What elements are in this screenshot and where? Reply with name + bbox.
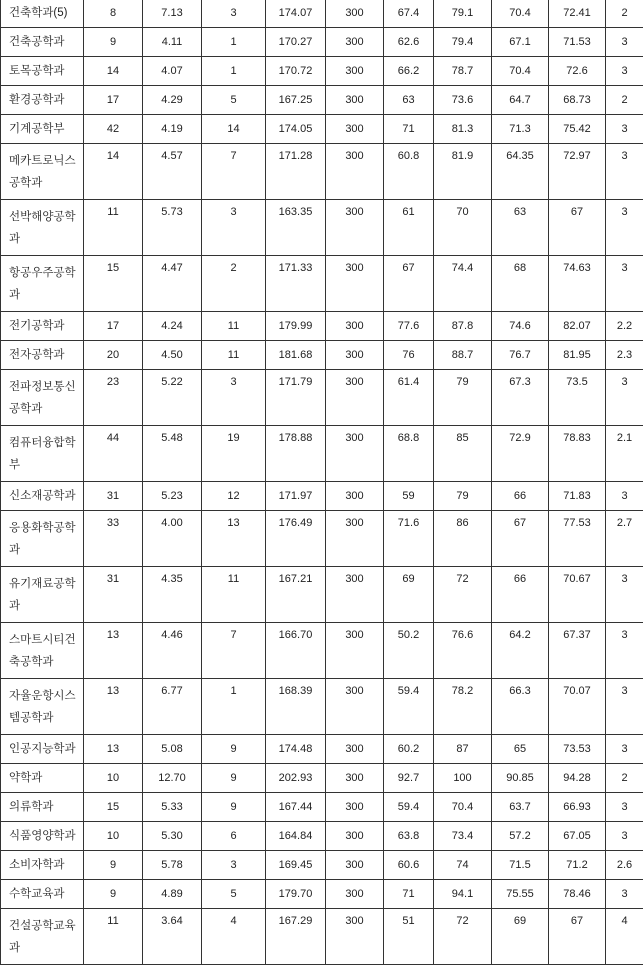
value-cell-c8: 70.4 — [492, 0, 549, 28]
value-cell-c1: 8 — [84, 0, 143, 28]
value-cell-c10: 3 — [606, 793, 643, 822]
value-cell-c9: 68.73 — [549, 86, 606, 115]
value-cell-c7: 78.2 — [434, 679, 492, 735]
value-cell-c3: 3 — [202, 200, 266, 256]
value-cell-c9: 94.28 — [549, 764, 606, 793]
department-name-cell: 수학교육과 — [1, 880, 84, 909]
department-name-cell: 약학과 — [1, 764, 84, 793]
value-cell-c4: 169.45 — [266, 851, 326, 880]
value-cell-c2: 5.23 — [143, 482, 202, 511]
value-cell-c3: 1 — [202, 679, 266, 735]
value-cell-c1: 11 — [84, 909, 143, 965]
value-cell-c9: 72.97 — [549, 144, 606, 200]
table-body — [1, 0, 643, 965]
value-cell-c8: 71.3 — [492, 115, 549, 144]
value-cell-c6: 60.2 — [384, 735, 434, 764]
value-cell-c3: 11 — [202, 341, 266, 370]
value-cell-c9: 67.05 — [549, 822, 606, 851]
value-cell-c9: 67.37 — [549, 623, 606, 679]
value-cell-c2: 12.70 — [143, 764, 202, 793]
table-row — [1, 567, 643, 623]
table-row — [1, 57, 643, 86]
value-cell-c7: 79.4 — [434, 28, 492, 57]
value-cell-c7: 85 — [434, 426, 492, 482]
value-cell-c5: 300 — [326, 115, 384, 144]
table-row — [1, 764, 643, 793]
table-row — [1, 312, 643, 341]
value-cell-c5: 300 — [326, 511, 384, 567]
value-cell-c10: 3 — [606, 482, 643, 511]
value-cell-c2: 4.35 — [143, 567, 202, 623]
value-cell-c5: 300 — [326, 567, 384, 623]
value-cell-c2: 4.24 — [143, 312, 202, 341]
department-name-cell: 건축학과(5) — [1, 0, 84, 28]
value-cell-c4: 174.05 — [266, 115, 326, 144]
table-row — [1, 115, 643, 144]
value-cell-c8: 67 — [492, 511, 549, 567]
value-cell-c4: 174.07 — [266, 0, 326, 28]
value-cell-c7: 87 — [434, 735, 492, 764]
table-row — [1, 822, 643, 851]
value-cell-c5: 300 — [326, 426, 384, 482]
value-cell-c6: 92.7 — [384, 764, 434, 793]
table-row — [1, 200, 643, 256]
value-cell-c7: 100 — [434, 764, 492, 793]
value-cell-c8: 66.3 — [492, 679, 549, 735]
value-cell-c2: 4.00 — [143, 511, 202, 567]
department-name-cell: 신소재공학과 — [1, 482, 84, 511]
value-cell-c2: 4.11 — [143, 28, 202, 57]
value-cell-c7: 76.6 — [434, 623, 492, 679]
value-cell-c6: 66.2 — [384, 57, 434, 86]
value-cell-c1: 9 — [84, 880, 143, 909]
value-cell-c8: 76.7 — [492, 341, 549, 370]
value-cell-c1: 14 — [84, 144, 143, 200]
value-cell-c4: 179.70 — [266, 880, 326, 909]
value-cell-c7: 78.7 — [434, 57, 492, 86]
value-cell-c10: 3 — [606, 57, 643, 86]
value-cell-c3: 14 — [202, 115, 266, 144]
value-cell-c8: 71.5 — [492, 851, 549, 880]
value-cell-c1: 9 — [84, 28, 143, 57]
value-cell-c7: 73.6 — [434, 86, 492, 115]
table-row — [1, 735, 643, 764]
value-cell-c8: 63.7 — [492, 793, 549, 822]
value-cell-c7: 87.8 — [434, 312, 492, 341]
value-cell-c1: 17 — [84, 312, 143, 341]
value-cell-c5: 300 — [326, 200, 384, 256]
value-cell-c1: 31 — [84, 482, 143, 511]
value-cell-c8: 64.2 — [492, 623, 549, 679]
value-cell-c10: 3 — [606, 200, 643, 256]
department-name-cell: 컴퓨터융합학부 — [1, 426, 84, 482]
value-cell-c7: 74.4 — [434, 256, 492, 312]
value-cell-c2: 6.77 — [143, 679, 202, 735]
value-cell-c6: 69 — [384, 567, 434, 623]
table-row — [1, 909, 643, 965]
value-cell-c3: 7 — [202, 623, 266, 679]
value-cell-c2: 5.78 — [143, 851, 202, 880]
value-cell-c5: 300 — [326, 764, 384, 793]
value-cell-c4: 167.25 — [266, 86, 326, 115]
department-name-cell: 인공지능학과 — [1, 735, 84, 764]
value-cell-c8: 57.2 — [492, 822, 549, 851]
value-cell-c6: 68.8 — [384, 426, 434, 482]
value-cell-c6: 67 — [384, 256, 434, 312]
value-cell-c7: 79.1 — [434, 0, 492, 28]
value-cell-c8: 70.4 — [492, 57, 549, 86]
value-cell-c4: 179.99 — [266, 312, 326, 341]
value-cell-c5: 300 — [326, 822, 384, 851]
value-cell-c2: 3.64 — [143, 909, 202, 965]
value-cell-c1: 23 — [84, 370, 143, 426]
value-cell-c4: 181.68 — [266, 341, 326, 370]
value-cell-c9: 71.53 — [549, 28, 606, 57]
value-cell-c9: 81.95 — [549, 341, 606, 370]
table-row — [1, 86, 643, 115]
department-name-cell: 메카트로닉스공학과 — [1, 144, 84, 200]
table-row — [1, 426, 643, 482]
value-cell-c10: 3 — [606, 144, 643, 200]
value-cell-c10: 3 — [606, 256, 643, 312]
value-cell-c1: 9 — [84, 851, 143, 880]
value-cell-c2: 5.22 — [143, 370, 202, 426]
value-cell-c6: 71 — [384, 115, 434, 144]
value-cell-c10: 3 — [606, 880, 643, 909]
value-cell-c2: 5.73 — [143, 200, 202, 256]
value-cell-c7: 79 — [434, 482, 492, 511]
value-cell-c7: 74 — [434, 851, 492, 880]
value-cell-c1: 42 — [84, 115, 143, 144]
value-cell-c6: 61 — [384, 200, 434, 256]
value-cell-c8: 75.55 — [492, 880, 549, 909]
value-cell-c4: 167.29 — [266, 909, 326, 965]
value-cell-c5: 300 — [326, 851, 384, 880]
department-name-cell: 식품영양학과 — [1, 822, 84, 851]
value-cell-c4: 170.72 — [266, 57, 326, 86]
table-row — [1, 880, 643, 909]
value-cell-c7: 81.9 — [434, 144, 492, 200]
value-cell-c6: 71 — [384, 880, 434, 909]
value-cell-c10: 3 — [606, 735, 643, 764]
table-row — [1, 679, 643, 735]
value-cell-c10: 3 — [606, 115, 643, 144]
value-cell-c5: 300 — [326, 880, 384, 909]
table-row — [1, 511, 643, 567]
value-cell-c4: 171.28 — [266, 144, 326, 200]
value-cell-c9: 75.42 — [549, 115, 606, 144]
value-cell-c3: 12 — [202, 482, 266, 511]
value-cell-c7: 70.4 — [434, 793, 492, 822]
value-cell-c7: 72 — [434, 567, 492, 623]
value-cell-c3: 11 — [202, 567, 266, 623]
value-cell-c9: 70.67 — [549, 567, 606, 623]
table-row — [1, 793, 643, 822]
value-cell-c1: 33 — [84, 511, 143, 567]
value-cell-c4: 167.44 — [266, 793, 326, 822]
value-cell-c1: 13 — [84, 679, 143, 735]
value-cell-c1: 10 — [84, 764, 143, 793]
value-cell-c3: 3 — [202, 0, 266, 28]
department-name-cell: 유기재료공학과 — [1, 567, 84, 623]
value-cell-c8: 64.35 — [492, 144, 549, 200]
value-cell-c1: 44 — [84, 426, 143, 482]
value-cell-c5: 300 — [326, 0, 384, 28]
value-cell-c3: 2 — [202, 256, 266, 312]
value-cell-c3: 9 — [202, 764, 266, 793]
value-cell-c4: 167.21 — [266, 567, 326, 623]
value-cell-c9: 73.53 — [549, 735, 606, 764]
value-cell-c6: 77.6 — [384, 312, 434, 341]
value-cell-c1: 10 — [84, 822, 143, 851]
value-cell-c10: 2 — [606, 764, 643, 793]
value-cell-c10: 2.3 — [606, 341, 643, 370]
value-cell-c3: 7 — [202, 144, 266, 200]
table-row — [1, 623, 643, 679]
value-cell-c5: 300 — [326, 370, 384, 426]
value-cell-c7: 79 — [434, 370, 492, 426]
value-cell-c5: 300 — [326, 623, 384, 679]
value-cell-c3: 4 — [202, 909, 266, 965]
value-cell-c3: 9 — [202, 735, 266, 764]
value-cell-c5: 300 — [326, 57, 384, 86]
table-row — [1, 144, 643, 200]
value-cell-c1: 17 — [84, 86, 143, 115]
value-cell-c9: 66.93 — [549, 793, 606, 822]
value-cell-c10: 2.1 — [606, 426, 643, 482]
value-cell-c6: 59 — [384, 482, 434, 511]
table-row — [1, 370, 643, 426]
value-cell-c4: 163.35 — [266, 200, 326, 256]
value-cell-c8: 64.7 — [492, 86, 549, 115]
value-cell-c1: 15 — [84, 793, 143, 822]
value-cell-c9: 73.5 — [549, 370, 606, 426]
table-row — [1, 851, 643, 880]
value-cell-c10: 4 — [606, 909, 643, 965]
value-cell-c9: 71.83 — [549, 482, 606, 511]
value-cell-c7: 72 — [434, 909, 492, 965]
value-cell-c2: 4.57 — [143, 144, 202, 200]
value-cell-c10: 3 — [606, 28, 643, 57]
value-cell-c10: 3 — [606, 623, 643, 679]
value-cell-c2: 4.89 — [143, 880, 202, 909]
value-cell-c3: 3 — [202, 851, 266, 880]
value-cell-c8: 69 — [492, 909, 549, 965]
value-cell-c7: 88.7 — [434, 341, 492, 370]
value-cell-c4: 166.70 — [266, 623, 326, 679]
value-cell-c5: 300 — [326, 679, 384, 735]
value-cell-c4: 176.49 — [266, 511, 326, 567]
value-cell-c10: 2.6 — [606, 851, 643, 880]
value-cell-c9: 67 — [549, 200, 606, 256]
value-cell-c10: 3 — [606, 370, 643, 426]
department-name-cell: 전기공학과 — [1, 312, 84, 341]
value-cell-c6: 61.4 — [384, 370, 434, 426]
value-cell-c7: 81.3 — [434, 115, 492, 144]
department-name-cell: 자율운항시스템공학과 — [1, 679, 84, 735]
value-cell-c9: 72.41 — [549, 0, 606, 28]
value-cell-c7: 73.4 — [434, 822, 492, 851]
value-cell-c4: 171.79 — [266, 370, 326, 426]
value-cell-c8: 66 — [492, 482, 549, 511]
value-cell-c5: 300 — [326, 735, 384, 764]
value-cell-c4: 174.48 — [266, 735, 326, 764]
value-cell-c8: 72.9 — [492, 426, 549, 482]
department-name-cell: 의류학과 — [1, 793, 84, 822]
value-cell-c5: 300 — [326, 28, 384, 57]
value-cell-c6: 59.4 — [384, 793, 434, 822]
value-cell-c6: 76 — [384, 341, 434, 370]
value-cell-c8: 66 — [492, 567, 549, 623]
value-cell-c8: 63 — [492, 200, 549, 256]
value-cell-c10: 2 — [606, 86, 643, 115]
value-cell-c3: 11 — [202, 312, 266, 341]
value-cell-c2: 7.13 — [143, 0, 202, 28]
value-cell-c3: 1 — [202, 57, 266, 86]
value-cell-c10: 2.7 — [606, 511, 643, 567]
value-cell-c10: 3 — [606, 822, 643, 851]
department-name-cell: 항공우주공학과 — [1, 256, 84, 312]
value-cell-c10: 2.2 — [606, 312, 643, 341]
department-name-cell: 소비자학과 — [1, 851, 84, 880]
value-cell-c6: 67.4 — [384, 0, 434, 28]
table-row — [1, 341, 643, 370]
table-row — [1, 28, 643, 57]
value-cell-c2: 4.47 — [143, 256, 202, 312]
value-cell-c5: 300 — [326, 909, 384, 965]
value-cell-c4: 171.97 — [266, 482, 326, 511]
value-cell-c5: 300 — [326, 312, 384, 341]
value-cell-c6: 60.8 — [384, 144, 434, 200]
department-name-cell: 전자공학과 — [1, 341, 84, 370]
value-cell-c1: 31 — [84, 567, 143, 623]
value-cell-c1: 15 — [84, 256, 143, 312]
value-cell-c9: 82.07 — [549, 312, 606, 341]
value-cell-c4: 170.27 — [266, 28, 326, 57]
value-cell-c9: 78.83 — [549, 426, 606, 482]
value-cell-c1: 13 — [84, 623, 143, 679]
value-cell-c6: 63.8 — [384, 822, 434, 851]
value-cell-c5: 300 — [326, 482, 384, 511]
value-cell-c1: 13 — [84, 735, 143, 764]
value-cell-c6: 59.4 — [384, 679, 434, 735]
value-cell-c8: 67.1 — [492, 28, 549, 57]
value-cell-c7: 86 — [434, 511, 492, 567]
value-cell-c4: 178.88 — [266, 426, 326, 482]
value-cell-c2: 4.19 — [143, 115, 202, 144]
value-cell-c2: 5.08 — [143, 735, 202, 764]
department-name-cell: 응용화학공학과 — [1, 511, 84, 567]
value-cell-c10: 2 — [606, 0, 643, 28]
department-name-cell: 건설공학교육과 — [1, 909, 84, 965]
value-cell-c3: 9 — [202, 793, 266, 822]
value-cell-c6: 51 — [384, 909, 434, 965]
value-cell-c5: 300 — [326, 256, 384, 312]
value-cell-c8: 68 — [492, 256, 549, 312]
value-cell-c8: 90.85 — [492, 764, 549, 793]
value-cell-c9: 70.07 — [549, 679, 606, 735]
value-cell-c3: 13 — [202, 511, 266, 567]
value-cell-c1: 20 — [84, 341, 143, 370]
value-cell-c6: 63 — [384, 86, 434, 115]
value-cell-c5: 300 — [326, 86, 384, 115]
table-row — [1, 256, 643, 312]
value-cell-c2: 5.48 — [143, 426, 202, 482]
value-cell-c4: 171.33 — [266, 256, 326, 312]
value-cell-c2: 4.50 — [143, 341, 202, 370]
value-cell-c9: 74.63 — [549, 256, 606, 312]
value-cell-c3: 19 — [202, 426, 266, 482]
value-cell-c9: 77.53 — [549, 511, 606, 567]
value-cell-c8: 65 — [492, 735, 549, 764]
value-cell-c4: 164.84 — [266, 822, 326, 851]
value-cell-c3: 3 — [202, 370, 266, 426]
value-cell-c9: 72.6 — [549, 57, 606, 86]
department-name-cell: 스마트시티건축공학과 — [1, 623, 84, 679]
value-cell-c1: 11 — [84, 200, 143, 256]
value-cell-c6: 50.2 — [384, 623, 434, 679]
department-name-cell: 토목공학과 — [1, 57, 84, 86]
value-cell-c8: 67.3 — [492, 370, 549, 426]
table-row — [1, 482, 643, 511]
value-cell-c3: 5 — [202, 86, 266, 115]
value-cell-c5: 300 — [326, 341, 384, 370]
department-name-cell: 환경공학과 — [1, 86, 84, 115]
value-cell-c2: 4.46 — [143, 623, 202, 679]
table-row — [1, 0, 643, 28]
value-cell-c3: 1 — [202, 28, 266, 57]
value-cell-c5: 300 — [326, 144, 384, 200]
value-cell-c3: 5 — [202, 880, 266, 909]
value-cell-c1: 14 — [84, 57, 143, 86]
department-name-cell: 전파정보통신공학과 — [1, 370, 84, 426]
value-cell-c9: 67 — [549, 909, 606, 965]
value-cell-c2: 4.07 — [143, 57, 202, 86]
value-cell-c6: 62.6 — [384, 28, 434, 57]
value-cell-c2: 4.29 — [143, 86, 202, 115]
value-cell-c9: 71.2 — [549, 851, 606, 880]
value-cell-c7: 70 — [434, 200, 492, 256]
value-cell-c2: 5.30 — [143, 822, 202, 851]
value-cell-c2: 5.33 — [143, 793, 202, 822]
value-cell-c4: 202.93 — [266, 764, 326, 793]
value-cell-c7: 94.1 — [434, 880, 492, 909]
value-cell-c5: 300 — [326, 793, 384, 822]
value-cell-c6: 71.6 — [384, 511, 434, 567]
value-cell-c3: 6 — [202, 822, 266, 851]
department-name-cell: 선박해양공학과 — [1, 200, 84, 256]
value-cell-c8: 74.6 — [492, 312, 549, 341]
department-name-cell: 기계공학부 — [1, 115, 84, 144]
value-cell-c10: 3 — [606, 567, 643, 623]
department-name-cell: 건축공학과 — [1, 28, 84, 57]
value-cell-c9: 78.46 — [549, 880, 606, 909]
value-cell-c4: 168.39 — [266, 679, 326, 735]
value-cell-c6: 60.6 — [384, 851, 434, 880]
value-cell-c10: 3 — [606, 679, 643, 735]
